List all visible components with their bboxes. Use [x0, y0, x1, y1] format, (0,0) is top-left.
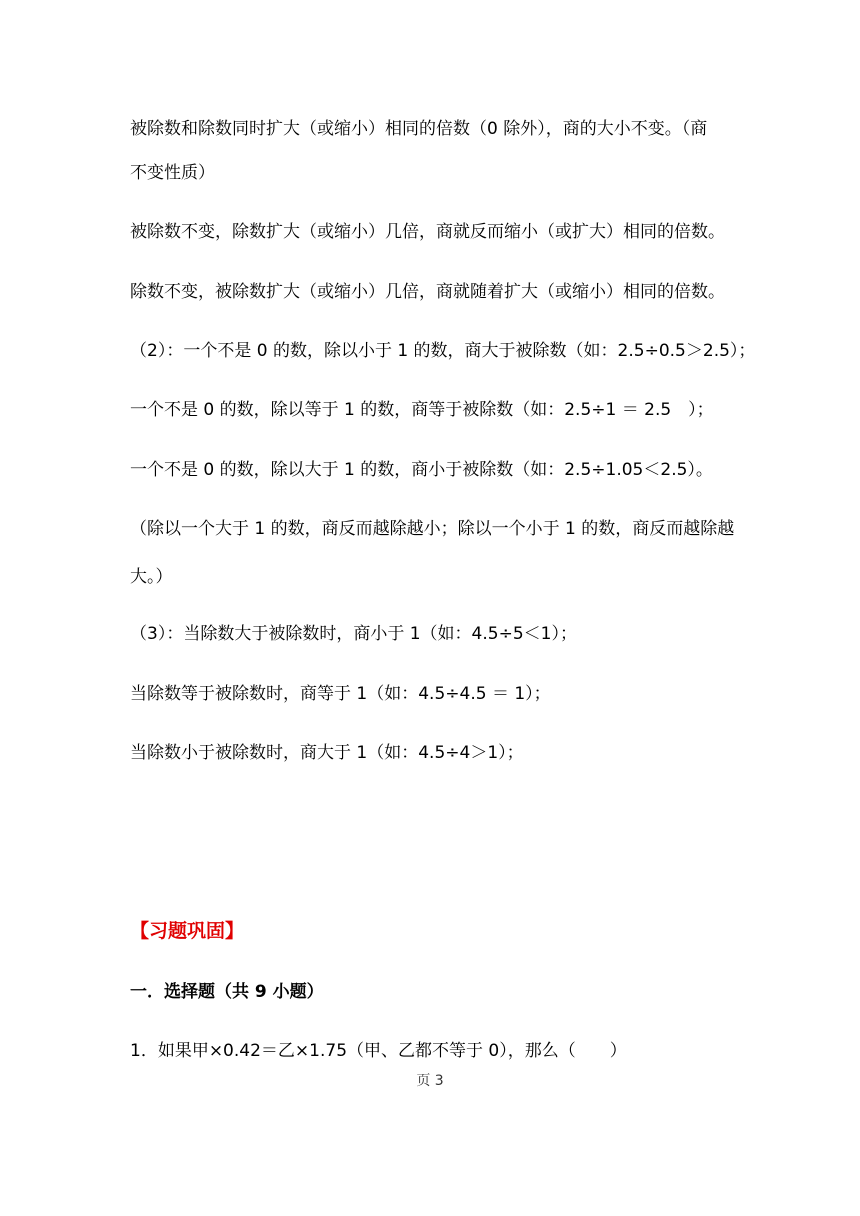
text-line-rule-2-greater-than-1: 一个不是 0 的数，除以大于 1 的数，商小于被除数（如：2.5÷1.05＜2.5）。: [130, 460, 713, 480]
question-1: 1．如果甲×0.42＝乙×1.75（甲、乙都不等于 0），那么（ ）: [130, 1041, 627, 1061]
page-number: 页 3: [416, 1073, 444, 1089]
text-line-rule-3-greater: （3）：当除数大于被除数时，商小于 1（如：4.5÷5＜1）；: [130, 624, 577, 644]
text-line-rule-2-equal-1: 一个不是 0 的数，除以等于 1 的数，商等于被除数（如：2.5÷1 ＝ 2.5 ）；: [130, 400, 714, 420]
text-line-dividend-change: 除数不变，被除数扩大（或缩小）几倍，商就随着扩大（或缩小）相同的倍数。: [130, 282, 725, 302]
section-title-exercises: 【习题巩固】: [130, 920, 245, 942]
text-line-rule-3-less: 当除数小于被除数时，商大于 1（如：4.5÷4＞1）；: [130, 743, 524, 763]
text-line-rule-3-equal: 当除数等于被除数时，商等于 1（如：4.5÷4.5 ＝ 1）；: [130, 684, 551, 704]
text-line-quotient-invariance-cont: 不变性质）: [130, 163, 215, 183]
text-line-rule-2-note-cont: 大。）: [130, 567, 173, 587]
subsection-title-multiple-choice: 一．选择题（共 9 小题）: [130, 982, 324, 1002]
text-line-rule-2-note: （除以一个大于 1 的数，商反而越除越小；除以一个小于 1 的数，商反而越除越: [130, 519, 735, 539]
text-line-quotient-invariance: 被除数和除数同时扩大（或缩小）相同的倍数（0 除外），商的大小不变。（商: [130, 119, 708, 139]
text-line-rule-2-less-than-1: （2）：一个不是 0 的数，除以小于 1 的数，商大于被除数（如：2.5÷0.5＞2.5）；: [130, 341, 756, 361]
text-line-divisor-change: 被除数不变，除数扩大（或缩小）几倍，商就反而缩小（或扩大）相同的倍数。: [130, 222, 725, 242]
